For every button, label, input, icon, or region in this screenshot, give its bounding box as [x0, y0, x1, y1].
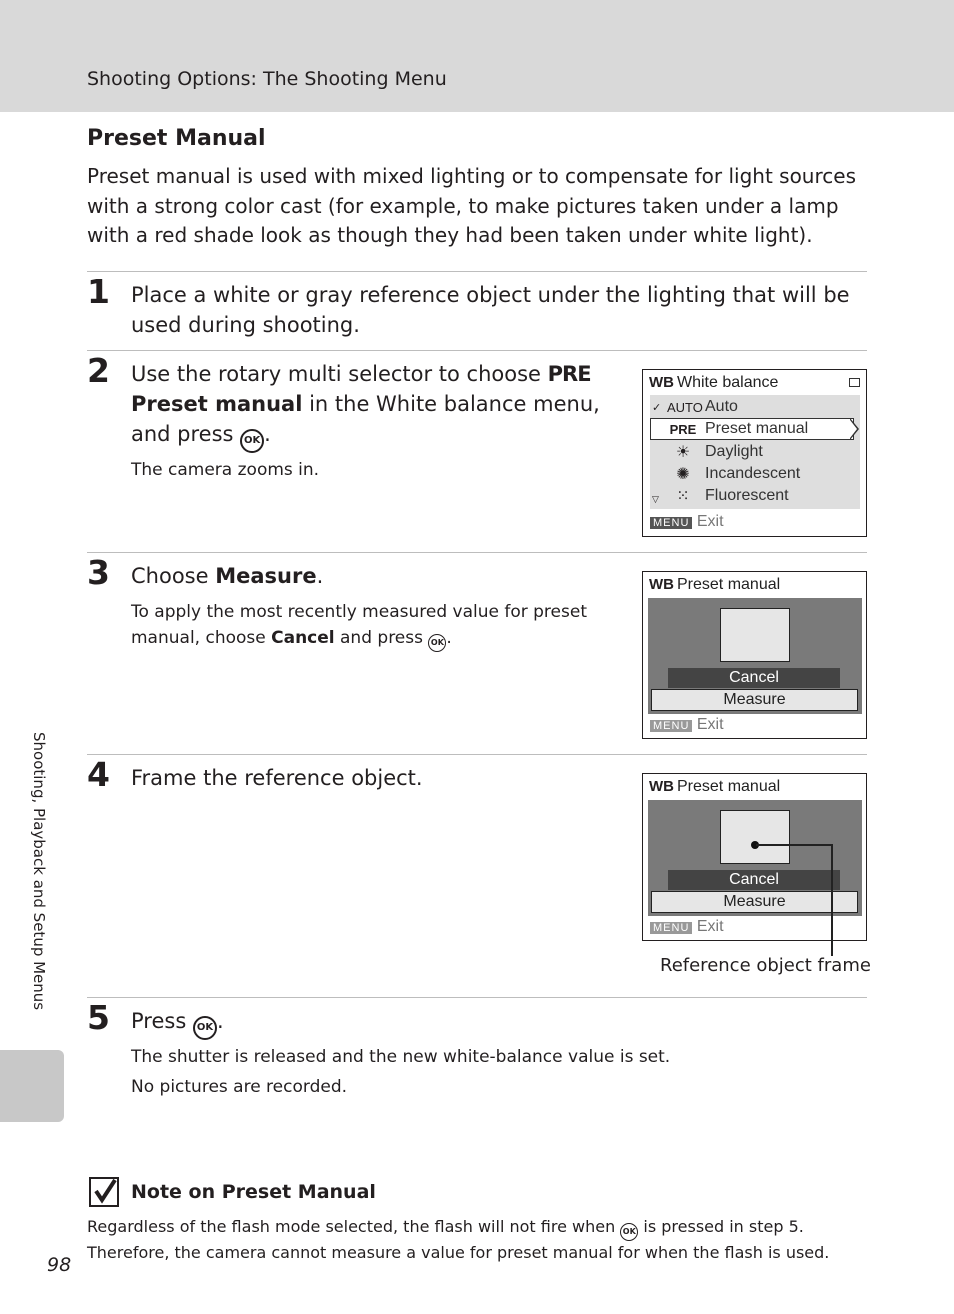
step-3-sub-a: To apply the most recently measured value for preset manual, choose: [131, 602, 587, 648]
check-icon: ✓: [652, 402, 662, 414]
preset-body: [648, 800, 862, 916]
divider: [87, 271, 867, 272]
sidebar-label: Shooting, Playback and Setup Menus: [30, 732, 48, 1011]
wb-item-daylight[interactable]: Daylight: [705, 443, 763, 460]
step-5-text-a: Press: [131, 1009, 193, 1033]
step-3-subtext: [131, 599, 601, 652]
daylight-icon: ☀: [675, 444, 691, 461]
battery-icon: [849, 378, 860, 387]
callout-line: [756, 844, 832, 846]
page-header: [0, 0, 954, 112]
divider: [87, 350, 867, 351]
measure-option[interactable]: Measure: [651, 891, 858, 913]
step-2-text-b: in the White balance menu, and press: [131, 392, 600, 446]
step-5-number: 5: [87, 998, 110, 1037]
auto-icon: AUTO: [667, 400, 703, 415]
screen-title: Preset manual: [677, 576, 781, 593]
preset-manual-screen-frame: [642, 773, 867, 941]
screen-title: Preset manual: [677, 778, 781, 795]
callout-label: Reference object frame: [660, 955, 871, 976]
step-2-text: [131, 359, 611, 453]
exit-control[interactable]: [650, 716, 724, 734]
step-3-text-b: .: [316, 564, 324, 588]
sidebar-chapter: [30, 732, 58, 1042]
ok-button-icon: OK: [620, 1223, 638, 1241]
exit-label: Exit: [696, 513, 724, 530]
measure-option[interactable]: Measure: [651, 689, 858, 711]
step-5-text: [131, 1006, 224, 1040]
exit-control[interactable]: [650, 513, 724, 531]
step-3-bold: Measure: [215, 564, 317, 588]
scroll-down-icon: ▽: [652, 494, 659, 504]
white-balance-icon: WB: [649, 778, 674, 795]
step-3-sub-b: and press: [334, 628, 429, 648]
step-3-text: [131, 561, 323, 591]
intro-paragraph: Preset manual is used with mixed lighting or to compensate for light sources with a strong color cast (for example, to make pictures taken under a lamp with a red shade look as though they had been taken under white light).: [87, 164, 856, 247]
wb-item-incandescent[interactable]: Incandescent: [705, 465, 801, 482]
step-1-text: Place a white or gray reference object under the lighting that will be used during shooting.: [131, 283, 850, 337]
step-3-sub-c: .: [446, 628, 452, 648]
menu-icon: MENU: [650, 922, 692, 934]
reference-frame: [720, 810, 790, 864]
cancel-option[interactable]: Cancel: [668, 668, 840, 688]
white-balance-icon: WB: [649, 374, 674, 391]
ok-button-icon: OK: [240, 429, 264, 453]
wb-item-preset-manual[interactable]: Preset manual: [705, 420, 809, 437]
step-4-number: 4: [87, 755, 110, 794]
step-4-text: Frame the reference object.: [131, 766, 423, 790]
note-text: [87, 1215, 877, 1265]
step-2-text-c: .: [264, 422, 271, 446]
cancel-option[interactable]: Cancel: [668, 870, 840, 890]
ok-button-icon: OK: [428, 634, 446, 652]
wb-item-fluorescent[interactable]: Fluorescent: [705, 487, 789, 504]
step-2-subtext: The camera zooms in.: [131, 460, 320, 480]
ok-button-icon: OK: [193, 1016, 217, 1040]
menu-icon: MENU: [650, 517, 692, 529]
note-text-a: Regardless of the flash mode selected, the flash will not fire when: [87, 1217, 621, 1236]
white-balance-icon: WB: [649, 576, 674, 593]
section-title: Preset Manual: [87, 126, 266, 151]
step-5-text-b: .: [216, 1009, 224, 1033]
wb-item-auto[interactable]: Auto: [705, 398, 738, 415]
fluorescent-icon: ⁙: [676, 488, 690, 505]
step-3-text-a: Choose: [131, 564, 216, 588]
step-5-subtext-2: No pictures are recorded.: [131, 1077, 348, 1097]
white-balance-screen: [642, 369, 867, 537]
menu-icon: MENU: [650, 720, 692, 732]
exit-label: Exit: [696, 716, 724, 733]
step-2-bold: Preset manual: [131, 392, 303, 416]
note-title: Note on Preset Manual: [131, 1181, 376, 1203]
exit-control[interactable]: [650, 918, 724, 936]
note-text-b: is pressed in step 5. Therefore, the camera cannot measure a value for preset manual for when the flash is used.: [87, 1217, 830, 1262]
divider: [87, 997, 867, 998]
step-2-number: 2: [87, 351, 110, 390]
divider: [87, 552, 867, 553]
page-number: 98: [47, 1254, 72, 1276]
screen-title: White balance: [677, 374, 779, 391]
preset-body: [648, 598, 862, 714]
reference-frame: [720, 608, 790, 662]
chapter-tab: [0, 1050, 64, 1122]
preset-icon: PRE: [669, 422, 697, 437]
step-2-text-a: Use the rotary multi selector to choose: [131, 362, 548, 386]
incandescent-icon: ✺: [676, 466, 690, 483]
divider: [87, 754, 867, 755]
exit-label: Exit: [696, 918, 724, 935]
preset-manual-screen: [642, 571, 867, 739]
callout-line: [831, 844, 833, 956]
step-3-sub-bold: Cancel: [271, 628, 335, 648]
note-check-icon: [89, 1177, 119, 1207]
step-5-subtext-1: The shutter is released and the new white-balance value is set.: [131, 1047, 671, 1067]
step-1-number: 1: [87, 272, 110, 311]
preset-manual-icon: PRE: [547, 362, 591, 386]
step-3-number: 3: [87, 553, 110, 592]
header-section-title: Shooting Options: The Shooting Menu: [87, 68, 447, 90]
